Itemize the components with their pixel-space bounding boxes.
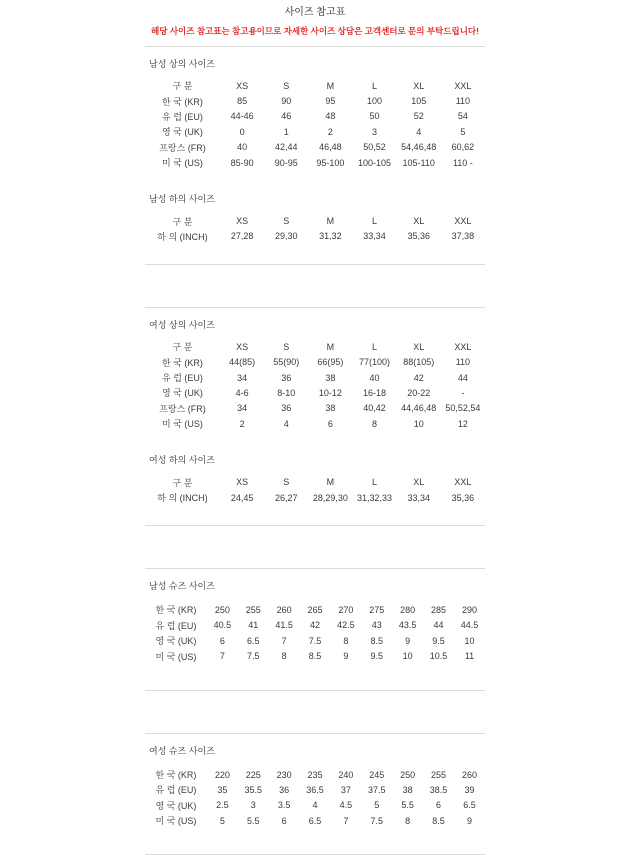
cell-value: 260 [276, 604, 292, 615]
mens-bottom-size-table [145, 194, 485, 244]
cell-value: 50,52 [363, 142, 386, 153]
cell-value: XXL [454, 216, 472, 227]
cell-value: 43 [371, 620, 382, 631]
cell-value: XS [236, 341, 249, 352]
cell-value: 110 [455, 357, 471, 368]
cell-value: 20-22 [407, 387, 431, 398]
cell-value: 34 [237, 403, 248, 414]
cell-value: 42.5 [337, 620, 355, 631]
cell-value: 4 [416, 126, 422, 137]
cell-value: 42 [413, 372, 424, 383]
cell-value: S [283, 477, 290, 488]
cell-value: 230 [276, 769, 292, 780]
cell-value: 9.5 [432, 635, 445, 646]
cell-value: 2 [239, 418, 245, 429]
cell-value: 8 [281, 651, 287, 662]
row-label: 프랑스 (FR) [159, 142, 206, 153]
cell-value: 9.5 [370, 651, 384, 662]
cell-value: 0 [239, 126, 245, 137]
cell-value: L [372, 216, 378, 227]
cell-value: 44 [457, 372, 468, 383]
notice-text: 해당 사이즈 참고표는 참고용이므로 자세한 사이즈 상담은 고객센터로 문의 부탁드립니다! [151, 26, 479, 36]
cell-value: 12 [457, 418, 468, 429]
cell-value: 220 [214, 769, 230, 780]
cell-value: 9 [343, 651, 349, 662]
cell-value: 255 [431, 769, 447, 780]
cell-value: 5 [374, 800, 380, 811]
cell-value: 26,27 [274, 492, 298, 503]
row-label: 구 분 [172, 342, 193, 353]
cell-value: 44,46,48 [401, 403, 437, 414]
womens-shoes-size-table [145, 746, 485, 829]
cell-value: 110 [455, 96, 471, 107]
cell-value: 40,42 [363, 403, 386, 414]
cell-value: 40 [369, 372, 380, 383]
cell-value: 9 [405, 635, 411, 646]
table-title: 남성 슈즈 사이즈 [149, 581, 215, 592]
mens-shoes-size-table [145, 581, 485, 664]
table-row [145, 490, 485, 505]
table-row [145, 124, 485, 139]
cell-value: 4 [283, 418, 289, 429]
cell-value: 8 [372, 418, 378, 429]
cell-value: 2.5 [216, 800, 229, 811]
table-row [145, 229, 485, 244]
cell-value: L [372, 80, 378, 91]
row-label: 한 국 (KR) [155, 605, 197, 616]
cell-value: 3 [250, 800, 256, 811]
cell-value: 6 [219, 635, 225, 646]
size-table [145, 767, 485, 829]
cell-value: 8 [405, 815, 411, 826]
section-mens-clothing-sizes [145, 46, 485, 265]
cell-value: 110 - [452, 157, 473, 168]
size-table [145, 213, 485, 244]
cell-value: 35,36 [407, 231, 430, 242]
size-guide-page [0, 7, 630, 855]
cell-value: M [326, 341, 335, 352]
cell-value: 44-46 [230, 111, 254, 122]
table-row [145, 602, 485, 617]
table-row [145, 370, 485, 385]
cell-value: 40 [237, 142, 248, 153]
cell-value: 7.5 [247, 651, 260, 662]
table-row [145, 633, 485, 648]
table-title: 여성 하의 사이즈 [149, 455, 215, 466]
table-header-row [145, 213, 485, 228]
row-label: 구 분 [172, 81, 193, 92]
row-label: 유 럽 (EU) [155, 620, 197, 631]
cell-value: 27,28 [230, 231, 254, 242]
row-label: 유 럽 (EU) [162, 373, 203, 384]
cell-value: 105 [411, 96, 427, 107]
cell-value: 5.5 [401, 800, 414, 811]
cell-value: 44(85) [229, 357, 256, 368]
cell-value: 260 [461, 769, 478, 780]
cell-value: 10 [413, 418, 424, 429]
row-label: 영 국 (UK) [155, 800, 197, 811]
cell-value: 37.5 [368, 784, 386, 795]
table-header-row [145, 474, 485, 489]
cell-value: 90 [281, 96, 292, 107]
cell-value: 7.5 [370, 815, 384, 826]
row-label: 영 국 (UK) [155, 636, 197, 647]
page-title: 사이즈 참고표 [284, 7, 346, 18]
cell-value: 85 [237, 96, 248, 107]
cell-value: 240 [338, 769, 354, 780]
cell-value: 38 [402, 784, 413, 795]
cell-value: XL [413, 216, 425, 227]
table-row [145, 93, 485, 108]
section-womens-clothing-sizes [145, 307, 485, 526]
cell-value: 34 [237, 372, 248, 383]
cell-value: 4.5 [339, 800, 353, 811]
cell-value: 54 [457, 111, 468, 122]
row-label: 영 국 (UK) [162, 127, 203, 138]
row-label: 하 의 (INCH) [157, 231, 208, 242]
cell-value: 54,46,48 [401, 142, 437, 153]
cell-value: XL [413, 80, 425, 91]
cell-value: 265 [307, 604, 323, 615]
table-row [145, 798, 485, 813]
cell-value: 31,32,33 [357, 492, 393, 503]
table-row [145, 648, 485, 663]
cell-value: 6.5 [247, 635, 260, 646]
cell-value: 275 [369, 604, 385, 615]
cell-value: 50 [369, 111, 380, 122]
cell-value: 48 [325, 111, 336, 122]
row-label: 구 분 [172, 216, 193, 227]
cell-value: 28,29,30 [312, 492, 348, 503]
cell-value: 3.5 [277, 800, 291, 811]
cell-value: 24,45 [230, 492, 254, 503]
cell-value: 38.5 [429, 784, 448, 795]
womens-top-size-table [145, 320, 485, 431]
table-title: 여성 상의 사이즈 [149, 320, 215, 331]
cell-value: XL [413, 341, 425, 352]
size-table [145, 339, 485, 431]
row-label: 유 럽 (EU) [155, 785, 197, 796]
cell-value: 31,32 [319, 231, 342, 242]
row-label: 한 국 (KR) [162, 96, 203, 107]
cell-value: 7.5 [308, 635, 322, 646]
cell-value: XS [236, 80, 249, 91]
cell-value: 90-95 [274, 157, 298, 168]
mens-top-size-table [145, 59, 485, 170]
cell-value: 100-105 [358, 157, 392, 168]
cell-value: 2 [327, 126, 333, 137]
womens-bottom-size-table [145, 455, 485, 505]
cell-value: 42,44 [274, 142, 298, 153]
row-label: 하 의 (INCH) [157, 493, 208, 504]
cell-value: 6 [436, 800, 442, 811]
cell-value: 11 [464, 651, 475, 662]
cell-value: 41 [248, 620, 259, 631]
cell-value: 7 [219, 651, 225, 662]
cell-value: 8 [343, 635, 349, 646]
cell-value: 10-12 [318, 387, 342, 398]
cell-value: 8.5 [432, 815, 445, 826]
size-table [145, 474, 485, 505]
row-label: 프랑스 (FR) [159, 403, 206, 414]
cell-value: 6 [327, 418, 333, 429]
cell-value: 35 [217, 784, 228, 795]
cell-value: 77(100) [359, 357, 391, 368]
row-label: 한 국 (KR) [162, 357, 203, 368]
cell-value: 44.5 [460, 620, 479, 631]
cell-value: 42 [310, 620, 321, 631]
table-row [145, 140, 485, 155]
cell-value: 66(95) [317, 357, 344, 368]
cell-value: 5 [219, 815, 225, 826]
cell-value: 235 [307, 769, 323, 780]
row-label: 영 국 (UK) [162, 388, 203, 399]
cell-value: 36 [279, 784, 290, 795]
row-label: 유 럽 (EU) [162, 111, 203, 122]
cell-value: 95 [325, 96, 336, 107]
cell-value: 270 [338, 604, 354, 615]
size-table [145, 78, 485, 170]
cell-value: 33,34 [407, 492, 430, 503]
cell-value: M [326, 216, 335, 227]
table-row [145, 109, 485, 124]
cell-value: 55(90) [273, 357, 300, 368]
row-label: 미 국 (US) [155, 816, 197, 827]
cell-value: 50,52,54 [445, 403, 481, 414]
cell-value: 250 [214, 604, 230, 615]
row-label: 미 국 (US) [162, 158, 203, 169]
cell-value: 46,48 [319, 142, 342, 153]
cell-value: XXL [454, 341, 472, 352]
cell-value: XS [236, 477, 249, 488]
cell-value: 6.5 [463, 800, 476, 811]
cell-value: 40.5 [213, 620, 232, 631]
cell-value: 38 [325, 372, 336, 383]
table-row [145, 767, 485, 782]
cell-value: 250 [400, 769, 416, 780]
cell-value: L [372, 477, 378, 488]
cell-value: 100 [367, 96, 383, 107]
cell-value: 85-90 [230, 157, 254, 168]
cell-value: 36 [281, 403, 292, 414]
cell-value: 225 [245, 769, 261, 780]
table-row [145, 355, 485, 370]
cell-value: S [283, 216, 290, 227]
table-row [145, 813, 485, 828]
table-row [145, 155, 485, 170]
cell-value: 37,38 [451, 231, 475, 242]
table-title: 남성 하의 사이즈 [149, 194, 215, 205]
cell-value: 245 [369, 769, 385, 780]
table-row [145, 385, 485, 400]
cell-value: M [326, 80, 335, 91]
cell-value: 7 [343, 815, 349, 826]
cell-value: 105-110 [402, 157, 435, 168]
table-row [145, 618, 485, 633]
cell-value: 35,36 [451, 492, 475, 503]
cell-value: L [372, 341, 378, 352]
row-label: 한 국 (KR) [155, 770, 197, 780]
table-header-row [145, 339, 485, 354]
cell-value: 1 [283, 126, 289, 137]
cell-value: XL [413, 477, 425, 488]
cell-value: 5 [460, 126, 466, 137]
cell-value: 6 [281, 815, 287, 826]
cell-value: 41.5 [275, 620, 293, 631]
cell-value: 4 [312, 800, 318, 811]
table-row [145, 782, 485, 797]
cell-value: M [326, 477, 335, 488]
table-title: 여성 슈즈 사이즈 [149, 745, 215, 756]
cell-value: 4-6 [235, 387, 249, 398]
cell-value: 44 [433, 620, 444, 631]
cell-value: 10 [464, 635, 475, 646]
cell-value: 10.5 [429, 651, 448, 662]
cell-value: 39 [464, 784, 475, 795]
cell-value: 9 [466, 815, 472, 826]
cell-value: 52 [413, 111, 424, 122]
cell-value: 290 [461, 604, 478, 615]
cell-value: 6.5 [308, 815, 322, 826]
cell-value: 43.5 [398, 620, 417, 631]
cell-value: 5.5 [247, 815, 260, 826]
cell-value: 8.5 [370, 635, 384, 646]
row-label: 미 국 (US) [155, 651, 197, 662]
table-row [145, 416, 485, 431]
table-header-row [145, 78, 485, 93]
size-table [145, 602, 485, 664]
cell-value: 7 [281, 635, 287, 646]
cell-value: 95-100 [316, 157, 345, 168]
cell-value: 285 [431, 604, 447, 615]
cell-value: 35.5 [244, 784, 263, 795]
cell-value: 16-18 [363, 387, 387, 398]
cell-value: 280 [400, 604, 416, 615]
table-row [145, 401, 485, 416]
cell-value: 46 [281, 111, 292, 122]
cell-value: 8.5 [308, 651, 322, 662]
cell-value: XXL [454, 477, 472, 488]
cell-value: XXL [454, 80, 472, 91]
cell-value: S [283, 341, 290, 352]
cell-value: 255 [245, 604, 261, 615]
cell-value: 3 [372, 126, 378, 137]
section-womens-shoe-sizes [145, 733, 485, 855]
cell-value: 60,62 [451, 142, 475, 153]
cell-value: - [461, 387, 465, 398]
cell-value: 88(105) [403, 357, 435, 368]
row-label: 구 분 [172, 477, 193, 488]
cell-value: S [283, 80, 290, 91]
table-title: 남성 상의 사이즈 [149, 59, 215, 69]
cell-value: 38 [325, 403, 336, 414]
cell-value: 36 [281, 372, 292, 383]
cell-value: 8-10 [277, 387, 296, 398]
cell-value: 10 [402, 651, 413, 662]
cell-value: 33,34 [363, 231, 386, 242]
cell-value: XS [236, 216, 249, 227]
section-mens-shoe-sizes [145, 568, 485, 691]
cell-value: 36.5 [306, 784, 324, 795]
cell-value: 29,30 [274, 231, 298, 242]
row-label: 미 국 (US) [162, 419, 203, 430]
cell-value: 37 [340, 784, 351, 795]
